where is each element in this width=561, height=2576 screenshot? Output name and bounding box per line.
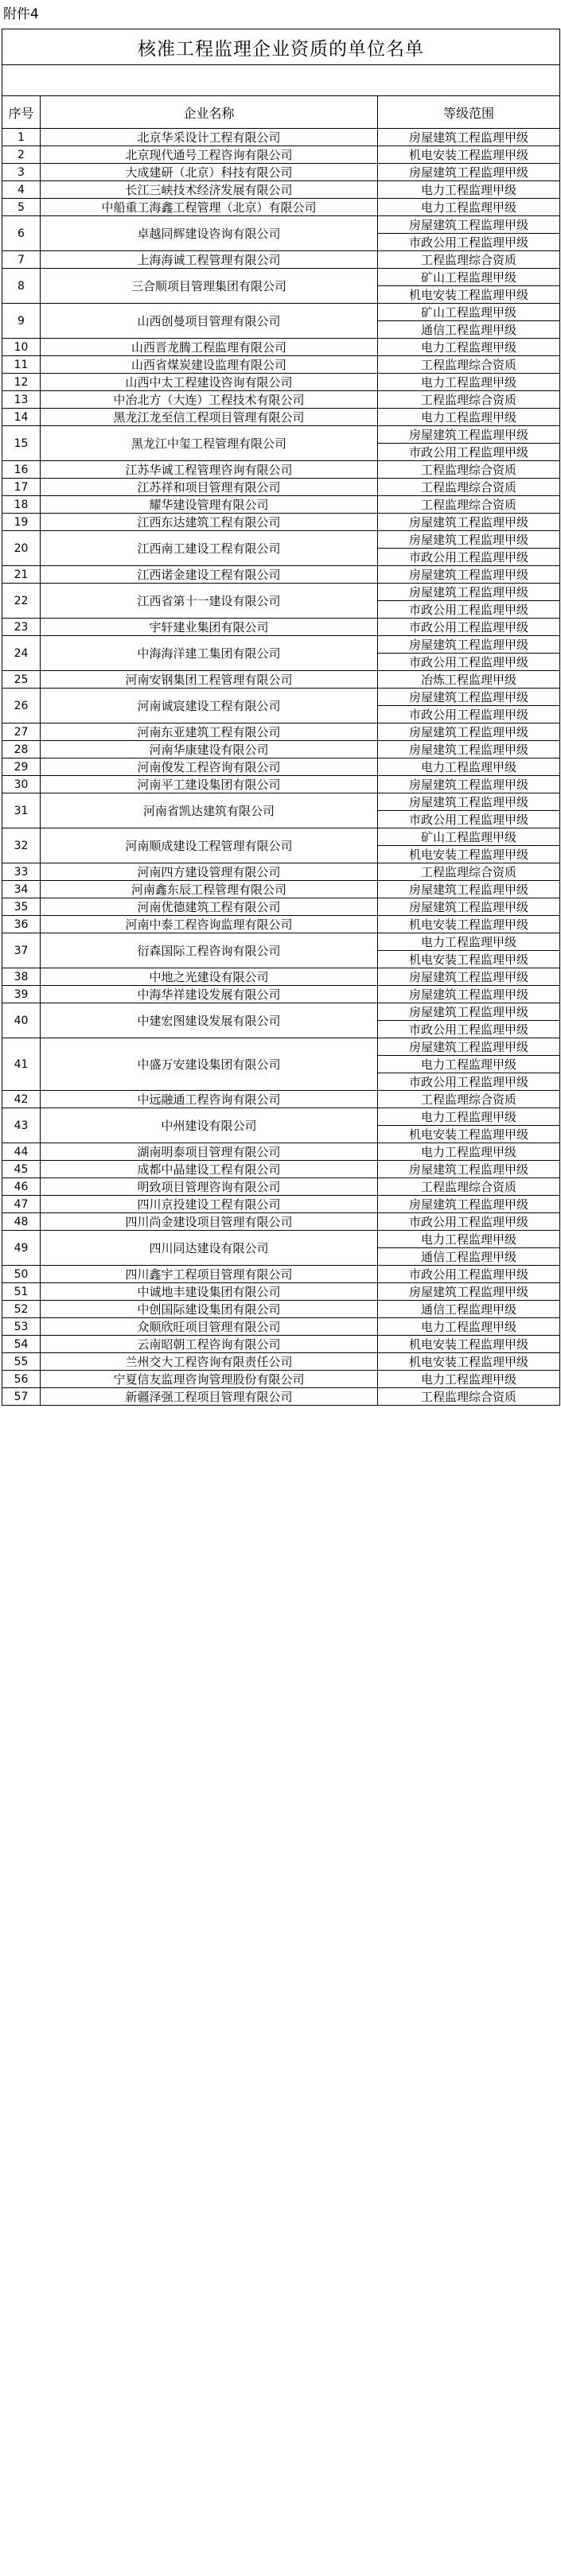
row-seq: 25 <box>2 671 41 689</box>
row-scope: 工程监理综合资质 <box>378 1091 560 1108</box>
row-seq: 54 <box>2 1336 41 1353</box>
table-row <box>2 724 560 741</box>
row-company-name: 山西省煤炭建设监理有限公司 <box>41 356 378 374</box>
row-scope: 市政公用工程监理甲级 <box>378 811 560 828</box>
row-seq: 22 <box>2 584 41 619</box>
row-seq: 34 <box>2 881 41 898</box>
row-scope: 房屋建筑工程监理甲级 <box>378 1038 560 1056</box>
row-scope: 机电安装工程监理甲级 <box>378 1353 560 1371</box>
row-company-name: 中船重工海鑫工程管理（北京）有限公司 <box>41 199 378 216</box>
row-company-name: 湖南明泰项目管理有限公司 <box>41 1143 378 1161</box>
row-scope: 工程监理综合资质 <box>378 1388 560 1406</box>
row-scope: 房屋建筑工程监理甲级 <box>378 1003 560 1021</box>
row-seq: 14 <box>2 409 41 426</box>
row-company-name: 上海海诚工程管理有限公司 <box>41 251 378 269</box>
row-scope: 房屋建筑工程监理甲级 <box>378 724 560 741</box>
row-scope: 机电安装工程监理甲级 <box>378 916 560 933</box>
row-company-name: 长江三峡技术经济发展有限公司 <box>41 181 378 199</box>
table-row <box>2 741 560 758</box>
table-row <box>2 933 560 951</box>
row-scope: 工程监理综合资质 <box>378 863 560 881</box>
row-seq: 27 <box>2 724 41 741</box>
row-scope: 市政公用工程监理甲级 <box>378 706 560 724</box>
row-scope: 电力工程监理甲级 <box>378 1318 560 1336</box>
row-scope: 电力工程监理甲级 <box>378 199 560 216</box>
row-scope: 工程监理综合资质 <box>378 461 560 479</box>
row-company-name: 河南中泰工程咨询监理有限公司 <box>41 916 378 933</box>
row-scope: 房屋建筑工程监理甲级 <box>378 968 560 986</box>
row-company-name: 卓越同辉建设咨询有限公司 <box>41 216 378 251</box>
row-seq: 55 <box>2 1353 41 1371</box>
row-scope: 市政公用工程监理甲级 <box>378 619 560 636</box>
row-seq: 13 <box>2 391 41 409</box>
table-row <box>2 793 560 811</box>
row-seq: 37 <box>2 933 41 968</box>
row-scope: 电力工程监理甲级 <box>378 933 560 951</box>
row-seq: 19 <box>2 514 41 531</box>
row-seq: 40 <box>2 1003 41 1038</box>
table-row <box>2 461 560 479</box>
table-row <box>2 426 560 444</box>
row-seq: 33 <box>2 863 41 881</box>
row-company-name: 四川尚金建设项目管理有限公司 <box>41 1213 378 1231</box>
row-scope: 冶炼工程监理甲级 <box>378 671 560 689</box>
row-company-name: 江西东达建筑工程有限公司 <box>41 514 378 531</box>
row-seq: 3 <box>2 164 41 181</box>
row-company-name: 新疆泽强工程项目管理有限公司 <box>41 1388 378 1406</box>
row-company-name: 四川鑫宇工程项目管理有限公司 <box>41 1266 378 1283</box>
table-row <box>2 1283 560 1301</box>
row-company-name: 江西省第十一建设有限公司 <box>41 584 378 619</box>
row-company-name: 江苏祥和项目管理有限公司 <box>41 479 378 496</box>
row-seq: 48 <box>2 1213 41 1231</box>
table-row <box>2 531 560 549</box>
table-row <box>2 216 560 234</box>
row-seq: 51 <box>2 1283 41 1301</box>
table-row <box>2 164 560 181</box>
header-row <box>2 96 560 129</box>
row-seq: 26 <box>2 689 41 724</box>
row-scope: 电力工程监理甲级 <box>378 1371 560 1388</box>
table-row <box>2 374 560 391</box>
table-row <box>2 689 560 706</box>
row-company-name: 江西南工建设工程有限公司 <box>41 531 378 566</box>
row-scope: 电力工程监理甲级 <box>378 181 560 199</box>
row-scope: 市政公用工程监理甲级 <box>378 1266 560 1283</box>
row-company-name: 三合顺项目管理集团有限公司 <box>41 269 378 304</box>
row-seq: 10 <box>2 339 41 356</box>
row-seq: 31 <box>2 793 41 828</box>
row-scope: 房屋建筑工程监理甲级 <box>378 1196 560 1213</box>
row-scope: 房屋建筑工程监理甲级 <box>378 514 560 531</box>
table-row <box>2 1231 560 1248</box>
row-scope: 机电安装工程监理甲级 <box>378 1126 560 1143</box>
table-row <box>2 1213 560 1231</box>
table-row <box>2 1196 560 1213</box>
row-company-name: 中海华祥建设发展有限公司 <box>41 986 378 1003</box>
row-company-name: 河南鑫东辰工程管理有限公司 <box>41 881 378 898</box>
row-seq: 6 <box>2 216 41 251</box>
row-scope: 工程监理综合资质 <box>378 479 560 496</box>
row-company-name: 衍森国际工程咨询有限公司 <box>41 933 378 968</box>
row-scope: 房屋建筑工程监理甲级 <box>378 129 560 146</box>
row-company-name: 中盛万安建设集团有限公司 <box>41 1038 378 1091</box>
row-seq: 39 <box>2 986 41 1003</box>
row-seq: 9 <box>2 304 41 339</box>
row-seq: 17 <box>2 479 41 496</box>
row-company-name: 耀华建设管理有限公司 <box>41 496 378 514</box>
row-seq: 35 <box>2 898 41 916</box>
header-name: 企业名称 <box>41 96 378 129</box>
row-seq: 29 <box>2 758 41 776</box>
row-seq: 11 <box>2 356 41 374</box>
table-row <box>2 1143 560 1161</box>
row-seq: 36 <box>2 916 41 933</box>
row-seq: 8 <box>2 269 41 304</box>
row-company-name: 中冶北方（大连）工程技术有限公司 <box>41 391 378 409</box>
row-seq: 46 <box>2 1178 41 1196</box>
row-scope: 电力工程监理甲级 <box>378 1231 560 1248</box>
row-scope: 市政公用工程监理甲级 <box>378 1021 560 1038</box>
table-row <box>2 199 560 216</box>
title-row <box>2 29 560 65</box>
table-row <box>2 1353 560 1371</box>
row-scope: 电力工程监理甲级 <box>378 409 560 426</box>
row-scope: 机电安装工程监理甲级 <box>378 846 560 863</box>
row-seq: 43 <box>2 1108 41 1143</box>
row-scope: 工程监理综合资质 <box>378 251 560 269</box>
table-row <box>2 916 560 933</box>
row-seq: 45 <box>2 1161 41 1178</box>
row-company-name: 黑龙江龙至信工程项目管理有限公司 <box>41 409 378 426</box>
row-scope: 市政公用工程监理甲级 <box>378 1213 560 1231</box>
row-seq: 5 <box>2 199 41 216</box>
table-row <box>2 356 560 374</box>
row-scope: 电力工程监理甲级 <box>378 1143 560 1161</box>
row-scope: 电力工程监理甲级 <box>378 1108 560 1126</box>
row-scope: 通信工程监理甲级 <box>378 1301 560 1318</box>
row-seq: 4 <box>2 181 41 199</box>
row-scope: 房屋建筑工程监理甲级 <box>378 689 560 706</box>
row-company-name: 中远融通工程咨询有限公司 <box>41 1091 378 1108</box>
table-row <box>2 881 560 898</box>
row-scope: 房屋建筑工程监理甲级 <box>378 216 560 234</box>
row-scope: 市政公用工程监理甲级 <box>378 549 560 566</box>
row-scope: 机电安装工程监理甲级 <box>378 146 560 164</box>
row-scope: 房屋建筑工程监理甲级 <box>378 793 560 811</box>
row-scope: 市政公用工程监理甲级 <box>378 444 560 461</box>
row-scope: 房屋建筑工程监理甲级 <box>378 531 560 549</box>
row-seq: 42 <box>2 1091 41 1108</box>
row-company-name: 河南安钢集团工程管理有限公司 <box>41 671 378 689</box>
row-scope: 房屋建筑工程监理甲级 <box>378 776 560 793</box>
table-row <box>2 1371 560 1388</box>
row-seq: 15 <box>2 426 41 461</box>
row-seq: 52 <box>2 1301 41 1318</box>
row-seq: 38 <box>2 968 41 986</box>
row-seq: 41 <box>2 1038 41 1091</box>
table-row <box>2 1108 560 1126</box>
row-seq: 2 <box>2 146 41 164</box>
row-scope: 电力工程监理甲级 <box>378 1056 560 1073</box>
row-seq: 57 <box>2 1388 41 1406</box>
row-company-name: 宁夏信友监理咨询管理股份有限公司 <box>41 1371 378 1388</box>
row-seq: 16 <box>2 461 41 479</box>
table-row <box>2 619 560 636</box>
row-scope: 机电安装工程监理甲级 <box>378 286 560 304</box>
row-scope: 机电安装工程监理甲级 <box>378 951 560 968</box>
row-scope: 市政公用工程监理甲级 <box>378 654 560 671</box>
table-row <box>2 584 560 601</box>
table-row <box>2 863 560 881</box>
header-seq: 序号 <box>2 96 41 129</box>
row-scope: 房屋建筑工程监理甲级 <box>378 584 560 601</box>
row-company-name: 江苏华诚工程管理咨询有限公司 <box>41 461 378 479</box>
row-company-name: 宇轩建业集团有限公司 <box>41 619 378 636</box>
row-seq: 20 <box>2 531 41 566</box>
row-seq: 24 <box>2 636 41 671</box>
attachment-label: 附件4 <box>3 6 39 22</box>
row-scope: 房屋建筑工程监理甲级 <box>378 1283 560 1301</box>
table-row <box>2 1318 560 1336</box>
row-seq: 50 <box>2 1266 41 1283</box>
table-row <box>2 758 560 776</box>
table-row <box>2 146 560 164</box>
table-row <box>2 1003 560 1021</box>
blank-cell <box>2 65 560 96</box>
row-scope: 工程监理综合资质 <box>378 496 560 514</box>
row-company-name: 河南诚宸建设工程有限公司 <box>41 689 378 724</box>
row-company-name: 中创国际建设集团有限公司 <box>41 1301 378 1318</box>
row-scope: 矿山工程监理甲级 <box>378 828 560 846</box>
row-company-name: 山西晋龙腾工程监理有限公司 <box>41 339 378 356</box>
table-row <box>2 566 560 584</box>
row-company-name: 四川同达建设有限公司 <box>41 1231 378 1266</box>
row-scope: 房屋建筑工程监理甲级 <box>378 164 560 181</box>
row-scope: 市政公用工程监理甲级 <box>378 1073 560 1091</box>
blank-row <box>2 65 560 96</box>
row-seq: 32 <box>2 828 41 863</box>
row-company-name: 黑龙江中玺工程管理有限公司 <box>41 426 378 461</box>
row-company-name: 河南俊发工程咨询有限公司 <box>41 758 378 776</box>
row-company-name: 中诚地丰建设集团有限公司 <box>41 1283 378 1301</box>
row-company-name: 河南华康建设有限公司 <box>41 741 378 758</box>
row-scope: 市政公用工程监理甲级 <box>378 234 560 251</box>
row-scope: 机电安装工程监理甲级 <box>378 1336 560 1353</box>
table-row <box>2 339 560 356</box>
row-scope: 矿山工程监理甲级 <box>378 269 560 286</box>
table-row <box>2 671 560 689</box>
table-row <box>2 1266 560 1283</box>
table-row <box>2 1161 560 1178</box>
row-seq: 1 <box>2 129 41 146</box>
row-company-name: 山西中太工程建设咨询有限公司 <box>41 374 378 391</box>
row-seq: 44 <box>2 1143 41 1161</box>
table-row <box>2 129 560 146</box>
row-company-name: 大成建研（北京）科技有限公司 <box>41 164 378 181</box>
table-row <box>2 496 560 514</box>
table-row <box>2 1178 560 1196</box>
row-company-name: 中建宏图建设发展有限公司 <box>41 1003 378 1038</box>
row-company-name: 河南平工建设集团有限公司 <box>41 776 378 793</box>
row-scope: 房屋建筑工程监理甲级 <box>378 881 560 898</box>
table-row <box>2 1038 560 1056</box>
row-company-name: 云南昭朝工程咨询有限公司 <box>41 1336 378 1353</box>
row-company-name: 山西创曼项目管理有限公司 <box>41 304 378 339</box>
row-scope: 电力工程监理甲级 <box>378 339 560 356</box>
row-scope: 通信工程监理甲级 <box>378 321 560 339</box>
table-row <box>2 251 560 269</box>
row-seq: 53 <box>2 1318 41 1336</box>
table-row <box>2 636 560 654</box>
row-seq: 49 <box>2 1231 41 1266</box>
row-company-name: 河南东亚建筑工程有限公司 <box>41 724 378 741</box>
row-seq: 12 <box>2 374 41 391</box>
table-row <box>2 1336 560 1353</box>
table-row <box>2 269 560 286</box>
row-scope: 房屋建筑工程监理甲级 <box>378 566 560 584</box>
row-scope: 矿山工程监理甲级 <box>378 304 560 321</box>
row-seq: 21 <box>2 566 41 584</box>
table-row <box>2 776 560 793</box>
row-company-name: 兰州交大工程咨询有限责任公司 <box>41 1353 378 1371</box>
row-seq: 56 <box>2 1371 41 1388</box>
header-scope: 等级范围 <box>378 96 560 129</box>
row-seq: 30 <box>2 776 41 793</box>
row-company-name: 中州建设有限公司 <box>41 1108 378 1143</box>
table-title: 核准工程监理企业资质的单位名单 <box>2 29 560 65</box>
table-row <box>2 986 560 1003</box>
row-company-name: 北京华采设计工程有限公司 <box>41 129 378 146</box>
table-row <box>2 181 560 199</box>
table-row <box>2 898 560 916</box>
row-scope: 通信工程监理甲级 <box>378 1248 560 1266</box>
row-scope: 房屋建筑工程监理甲级 <box>378 1161 560 1178</box>
row-seq: 23 <box>2 619 41 636</box>
row-seq: 28 <box>2 741 41 758</box>
row-company-name: 四川京投建设工程有限公司 <box>41 1196 378 1213</box>
row-scope: 房屋建筑工程监理甲级 <box>378 636 560 654</box>
row-company-name: 江西诺金建设工程有限公司 <box>41 566 378 584</box>
table-row <box>2 828 560 846</box>
row-scope: 房屋建筑工程监理甲级 <box>378 741 560 758</box>
row-company-name: 河南四方建设管理有限公司 <box>41 863 378 881</box>
row-company-name: 明致项目管理咨询有限公司 <box>41 1178 378 1196</box>
row-company-name: 北京现代通号工程咨询有限公司 <box>41 146 378 164</box>
row-seq: 18 <box>2 496 41 514</box>
row-scope: 电力工程监理甲级 <box>378 758 560 776</box>
table-row <box>2 514 560 531</box>
row-scope: 工程监理综合资质 <box>378 391 560 409</box>
row-scope: 工程监理综合资质 <box>378 1178 560 1196</box>
table-row <box>2 1091 560 1108</box>
row-scope: 工程监理综合资质 <box>378 356 560 374</box>
table-row <box>2 409 560 426</box>
table-row <box>2 1388 560 1406</box>
row-scope: 市政公用工程监理甲级 <box>378 601 560 619</box>
row-seq: 7 <box>2 251 41 269</box>
row-company-name: 中地之光建设有限公司 <box>41 968 378 986</box>
table-row <box>2 391 560 409</box>
table-row <box>2 304 560 321</box>
row-scope: 房屋建筑工程监理甲级 <box>378 898 560 916</box>
row-scope: 电力工程监理甲级 <box>378 374 560 391</box>
row-company-name: 河南省凯达建筑有限公司 <box>41 793 378 828</box>
row-company-name: 成都中晶建设工程有限公司 <box>41 1161 378 1178</box>
table-row <box>2 968 560 986</box>
row-company-name: 众顺欣旺项目管理有限公司 <box>41 1318 378 1336</box>
row-seq: 47 <box>2 1196 41 1213</box>
row-company-name: 河南顺成建设工程管理有限公司 <box>41 828 378 863</box>
row-scope: 房屋建筑工程监理甲级 <box>378 426 560 444</box>
row-scope: 房屋建筑工程监理甲级 <box>378 986 560 1003</box>
table-row <box>2 1301 560 1318</box>
table-row <box>2 479 560 496</box>
row-company-name: 河南优德建筑工程有限公司 <box>41 898 378 916</box>
row-company-name: 中海海洋建工集团有限公司 <box>41 636 378 671</box>
qualification-table <box>2 29 560 1406</box>
